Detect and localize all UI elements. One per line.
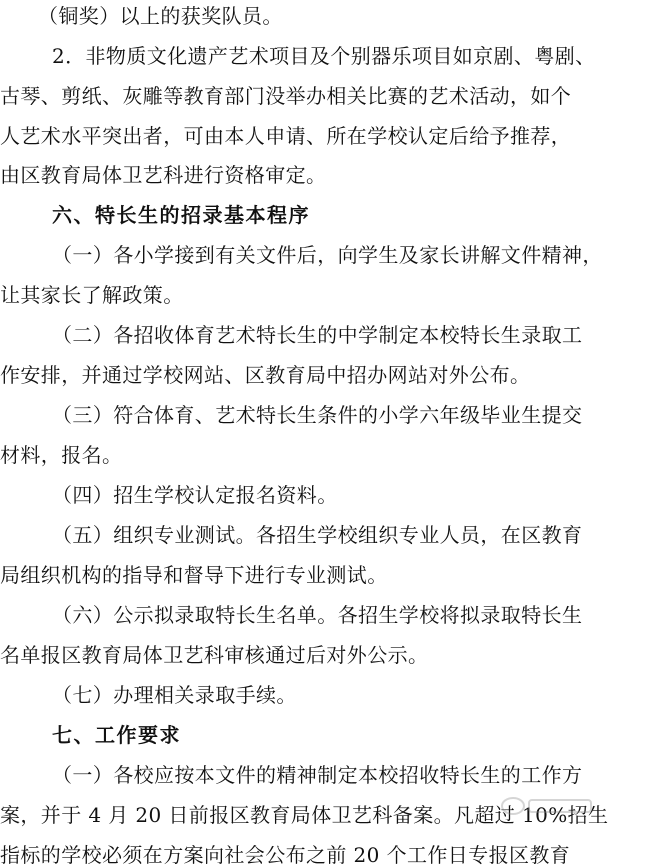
- text-line: 作安排，并通过学校网站、区教育局中招办网站对外公布。: [0, 363, 531, 387]
- text-line: （五）组织专业测试。各招生学校组织专业人员，在区教育: [52, 523, 583, 547]
- text-line: 古琴、剪纸、灰雕等教育部门没举办相关比赛的艺术活动，如个: [0, 84, 572, 108]
- text-line: （一）各小学接到有关文件后，向学生及家长讲解文件精神，: [52, 243, 603, 267]
- text-line: （三）符合体育、艺术特长生条件的小学六年级毕业生提交: [52, 403, 583, 427]
- text-line: （铜奖）以上的获奖队员。: [38, 4, 283, 28]
- text-line: 局组织机构的指导和督导下进行专业测试。: [0, 563, 388, 587]
- watermark-logo: [499, 794, 599, 818]
- text-line: 2．非物质文化遗产艺术项目及个别器乐项目如京剧、粤剧、: [52, 44, 596, 68]
- text-line: 名单报区教育局体卫艺科审核通过后对外公示。: [0, 643, 429, 667]
- section-heading: 七、工作要求: [52, 723, 181, 747]
- text-line: 由区教育局体卫艺科进行资格审定。: [0, 163, 327, 187]
- text-line: （六）公示拟录取特长生名单。各招生学校将拟录取特长生: [52, 603, 583, 627]
- text-line: （二）各招收体育艺术特长生的中学制定本校特长生录取工: [52, 323, 583, 347]
- text-line: （四）招生学校认定报名资料。: [52, 483, 338, 507]
- text-line: （七）办理相关录取手续。: [52, 683, 297, 707]
- text-line: 人艺术水平突出者，可由本人申请、所在学校认定后给予推荐，: [0, 124, 572, 148]
- text-line: 让其家长了解政策。: [0, 283, 184, 307]
- text-line: 指标的学校必须在方案向社会公布之前 20 个工作日专报区教育: [0, 843, 571, 867]
- section-heading: 六、特长生的招录基本程序: [52, 203, 310, 227]
- text-line: 案，并于 4 月 20 日前报区教育局体卫艺科备案。凡超过 10%招生: [0, 803, 609, 827]
- text-line: 材料，报名。: [0, 443, 123, 467]
- text-line: （一）各校应按本文件的精神制定本校招收特长生的工作方: [52, 763, 583, 787]
